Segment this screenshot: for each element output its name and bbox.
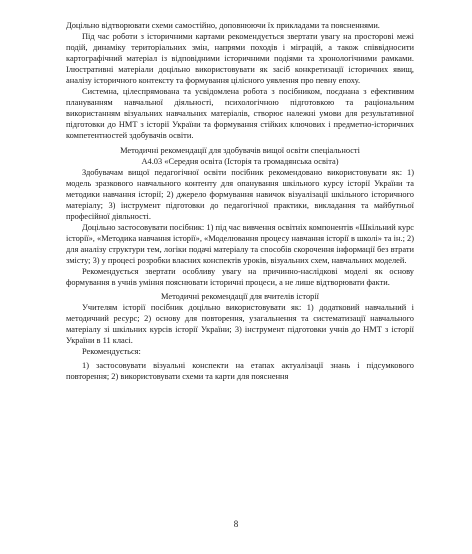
paragraph-recommendations-list: 1) застосовувати візуальні конспекти на етапах актуалізації знань і підсумкового повторення; 2) використовувати схеми та карти для пояснення (66, 361, 414, 382)
paragraph-schemes: Доцільно відтворювати схеми самостійно, доповнюючи їх прикладами та поясненнями. (66, 21, 380, 30)
paragraph-systematic-work: Системна, цілеспрямована та усвідомлена робота з посібником, поєднана з ефективним плануванням навчальної діяльності, психологічною підготовкою та раціональним використанням візуальних навчальних матеріалів, створює належні умови для результативної підготовки до НМТ з історії України та формування стійких ключових і предметно-історичних компетентностей здобувачів освіти. (66, 87, 414, 141)
page-body (66, 20, 414, 383)
heading-specialty: А4.03 «Середня освіта (Історія та громадянська освіта) (141, 156, 339, 166)
paragraph-apply-manual: Доцільно застосовувати посібник: 1) під час вивчення освітніх компонентів «Шкільний курс історії», «Методика навчання історії», «Моделювання процесу навчання історії в школі» та ін.; 2) для аналізу структури тем, логіки подачі матеріалу та способів скорочення інформації без втрати змісту; 3) у процесі розробки власних конспектів уроків, візуальних схем, навчальних моделей. (66, 222, 414, 265)
paragraph-recommended: Рекомендується: (82, 347, 141, 357)
paragraph-students-usage: Здобувачам вищої педагогічної освіти посібник рекомендовано використовувати як: 1) модель зразкового навчального контенту для опанування шкільного курсу історії України та методики навчання історії; 2) джерело формування навичок візуалізації шкільного історичного матеріалу; 3) інструмент підготовки до педагогічної практики, викладання та майбутньої професійної діяльності. (66, 167, 414, 221)
heading-students: Методичні рекомендації для здобувачів вищої освіти спеціальності (120, 145, 360, 155)
paragraph-maps: Під час роботи з історичними картами рекомендується звертати увагу на просторові межі подій, динаміку територіальних змін, напрями походів і міграцій, а також співвідносити картографічний матеріал із відповідними історичними подіями та хронологічними рамками. Ілюстративні матеріали доцільно використовувати як засіб конкретизації історичних явищ, аналізу історичного контексту та формування цілісного уявлення про певну епоху. (66, 32, 414, 86)
page-number: 8 (233, 519, 239, 529)
paragraph-causal-models: Рекомендується звертати особливу увагу на причинно-наслідкові моделі як основу формування в учнів уміння пояснювати історичні процеси, а не лише відтворювати факти. (66, 267, 414, 288)
heading-teachers: Методичні рекомендації для вчителів історії (161, 292, 319, 302)
paragraph-teachers-usage: Учителям історії посібник доцільно використовувати як: 1) додатковий навчальний і методичний ресурс; 2) основу для повторення, узагальнення та систематизації навчального матеріалу зі шкільних курсів історії України; 3) інструмент підготовки учнів до НМТ з історії України в 11 класі. (66, 303, 414, 346)
